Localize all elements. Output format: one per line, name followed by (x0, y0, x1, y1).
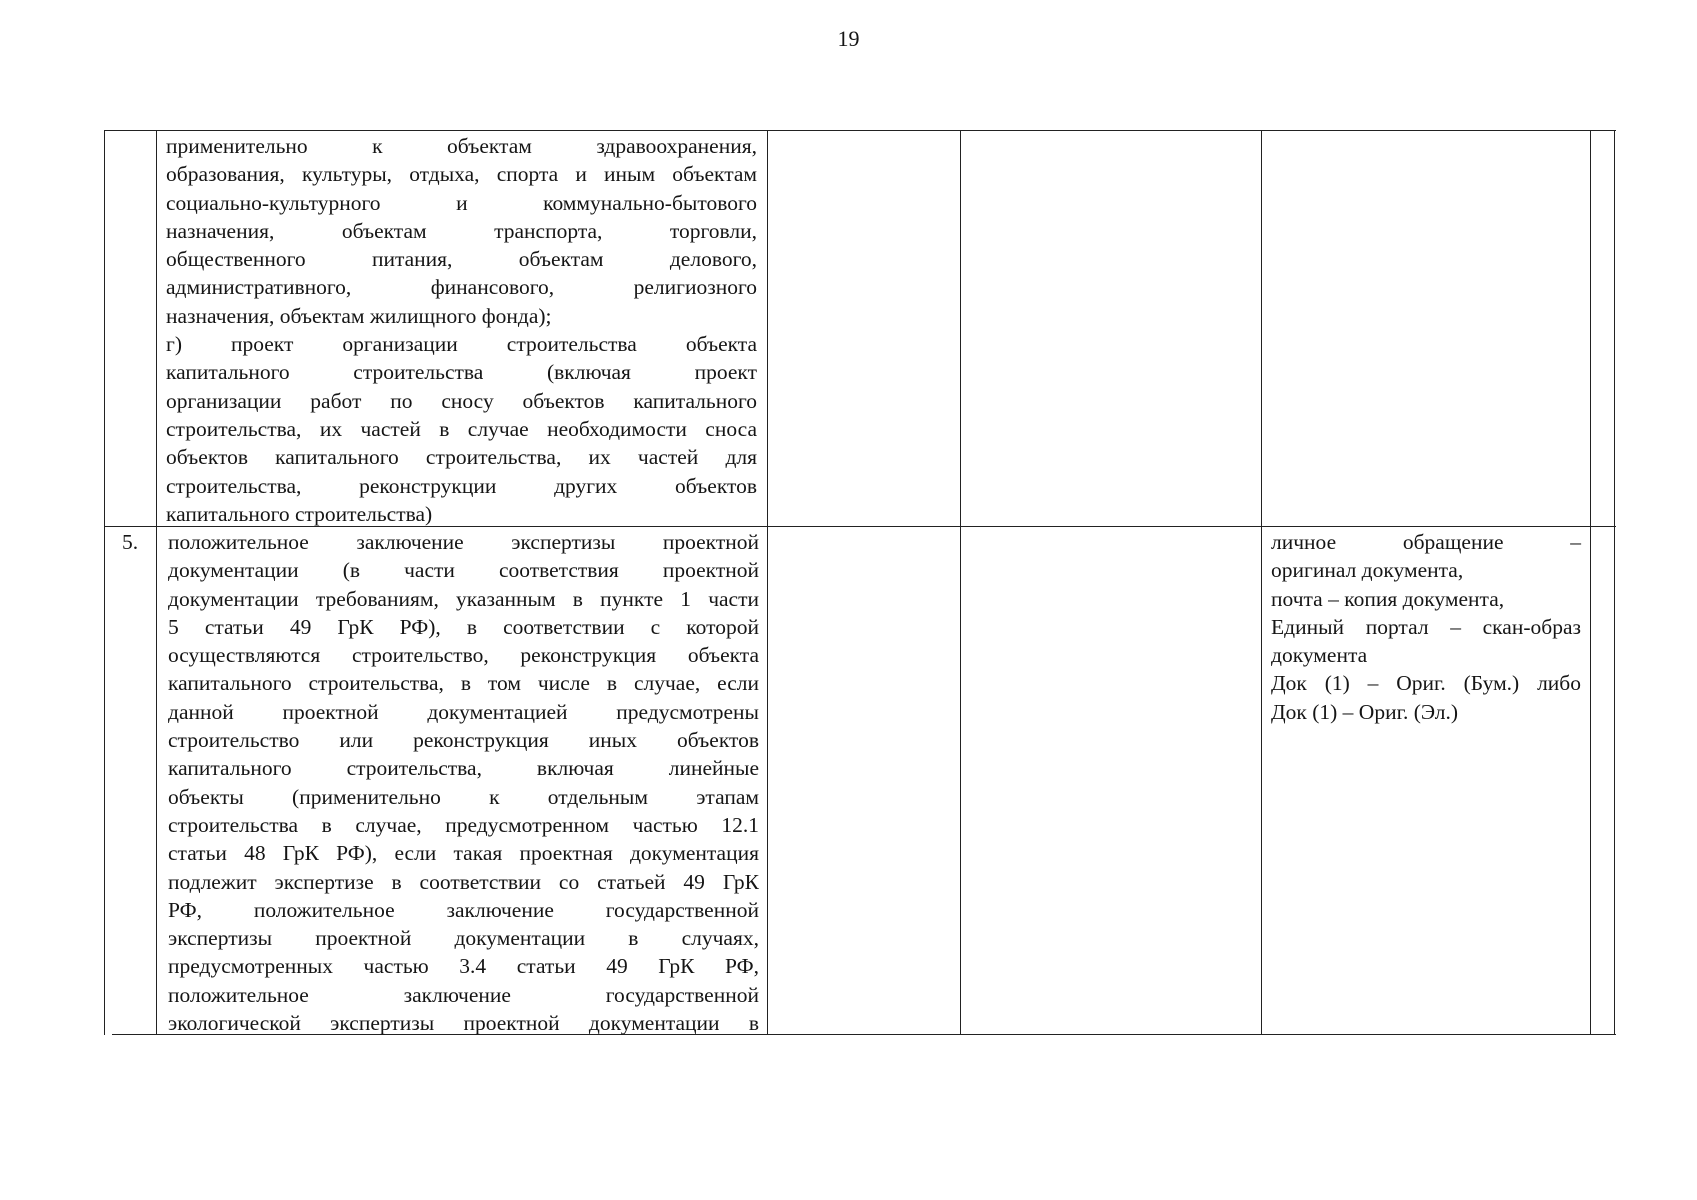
text-line: Док (1) – Ориг. (Бум.) либо (1271, 671, 1581, 696)
text-line: назначения, объектам жилищного фонда); (166, 303, 552, 328)
text-line: капитального строительства, в том числе в случае, если (168, 671, 759, 696)
text-line: капитального строительства) (166, 501, 433, 526)
text-line: применительно к объектам здравоохранения, (166, 134, 757, 158)
table-left-border (104, 130, 105, 1035)
text-line: экспертизы проектной документации в случаях, (168, 926, 759, 951)
text-line: почта – копия документа, (1271, 586, 1505, 611)
text-line: социально-культурного и коммунально-бытового (166, 190, 757, 215)
text-line: объекты (применительно к отдельным этапам (168, 784, 759, 809)
column-divider-3 (1261, 130, 1262, 1035)
text-line: осуществляются строительство, реконструкция объекта (168, 643, 759, 668)
text-line: Единый портал – скан-образ (1271, 614, 1581, 639)
table-top-border (104, 130, 1616, 131)
text-line: документации требованиям, указанным в пункте 1 части (168, 586, 759, 611)
text-line: статьи 48 ГрК РФ), если такая проектная документация (168, 841, 759, 866)
row-document-text (166, 132, 757, 528)
page-number: 19 (837, 26, 860, 51)
text-line: организации работ по сносу объектов капитального (166, 388, 757, 413)
row-document-text (168, 528, 759, 1037)
text-line: положительное заключение государственной (168, 982, 759, 1007)
text-line: данной проектной документацией предусмотрены (168, 699, 759, 724)
text-line: личное обращение – (1271, 530, 1581, 554)
text-line: капитального строительства, включая линейные (168, 756, 759, 781)
column-divider-4 (1590, 130, 1591, 1035)
text-line: подлежит экспертизе в соответствии со статьей 49 ГрК (168, 869, 759, 894)
table-right-border (1614, 130, 1615, 1035)
text-line: строительства в случае, предусмотренном частью 12.1 (168, 812, 759, 837)
text-line: образования, культуры, отдыха, спорта и иным объектам (166, 162, 757, 187)
text-line: административного, финансового, религиозного (166, 275, 757, 300)
document-table (104, 130, 1616, 1035)
column-divider-document (767, 130, 768, 1035)
row-number: 5. (122, 530, 139, 554)
text-line: строительство или реконструкция иных объектов (168, 728, 759, 753)
text-line: капитального строительства (включая проект (166, 360, 757, 385)
column-divider-number (156, 130, 157, 1035)
text-line: 5 статьи 49 ГрК РФ), в соответствии с которой (168, 614, 759, 639)
text-line: оригинал документа, (1271, 558, 1464, 583)
text-line: строительства, их частей в случае необходимости сноса (166, 416, 757, 441)
text-line: положительное заключение экспертизы проектной (168, 530, 759, 554)
text-line: экологической экспертизы проектной документации в (168, 1011, 759, 1036)
text-line: г) проект организации строительства объекта (166, 332, 757, 357)
text-line: общественного питания, объектам делового, (166, 247, 757, 272)
text-line: документации (в части соответствия проектной (168, 558, 759, 583)
text-line: документа (1271, 643, 1368, 668)
text-line: объектов капитального строительства, их частей для (166, 445, 757, 470)
text-line: Док (1) – Ориг. (Эл.) (1271, 699, 1459, 724)
text-line: строительства, реконструкции других объектов (166, 473, 757, 498)
row-submission-method-text (1271, 528, 1581, 726)
text-line: РФ, положительное заключение государственной (168, 897, 759, 922)
text-line: назначения, объектам транспорта, торговли, (166, 218, 757, 243)
text-line: предусмотренных частью 3.4 статьи 49 ГрК РФ, (168, 954, 759, 979)
column-divider-2 (960, 130, 961, 1035)
